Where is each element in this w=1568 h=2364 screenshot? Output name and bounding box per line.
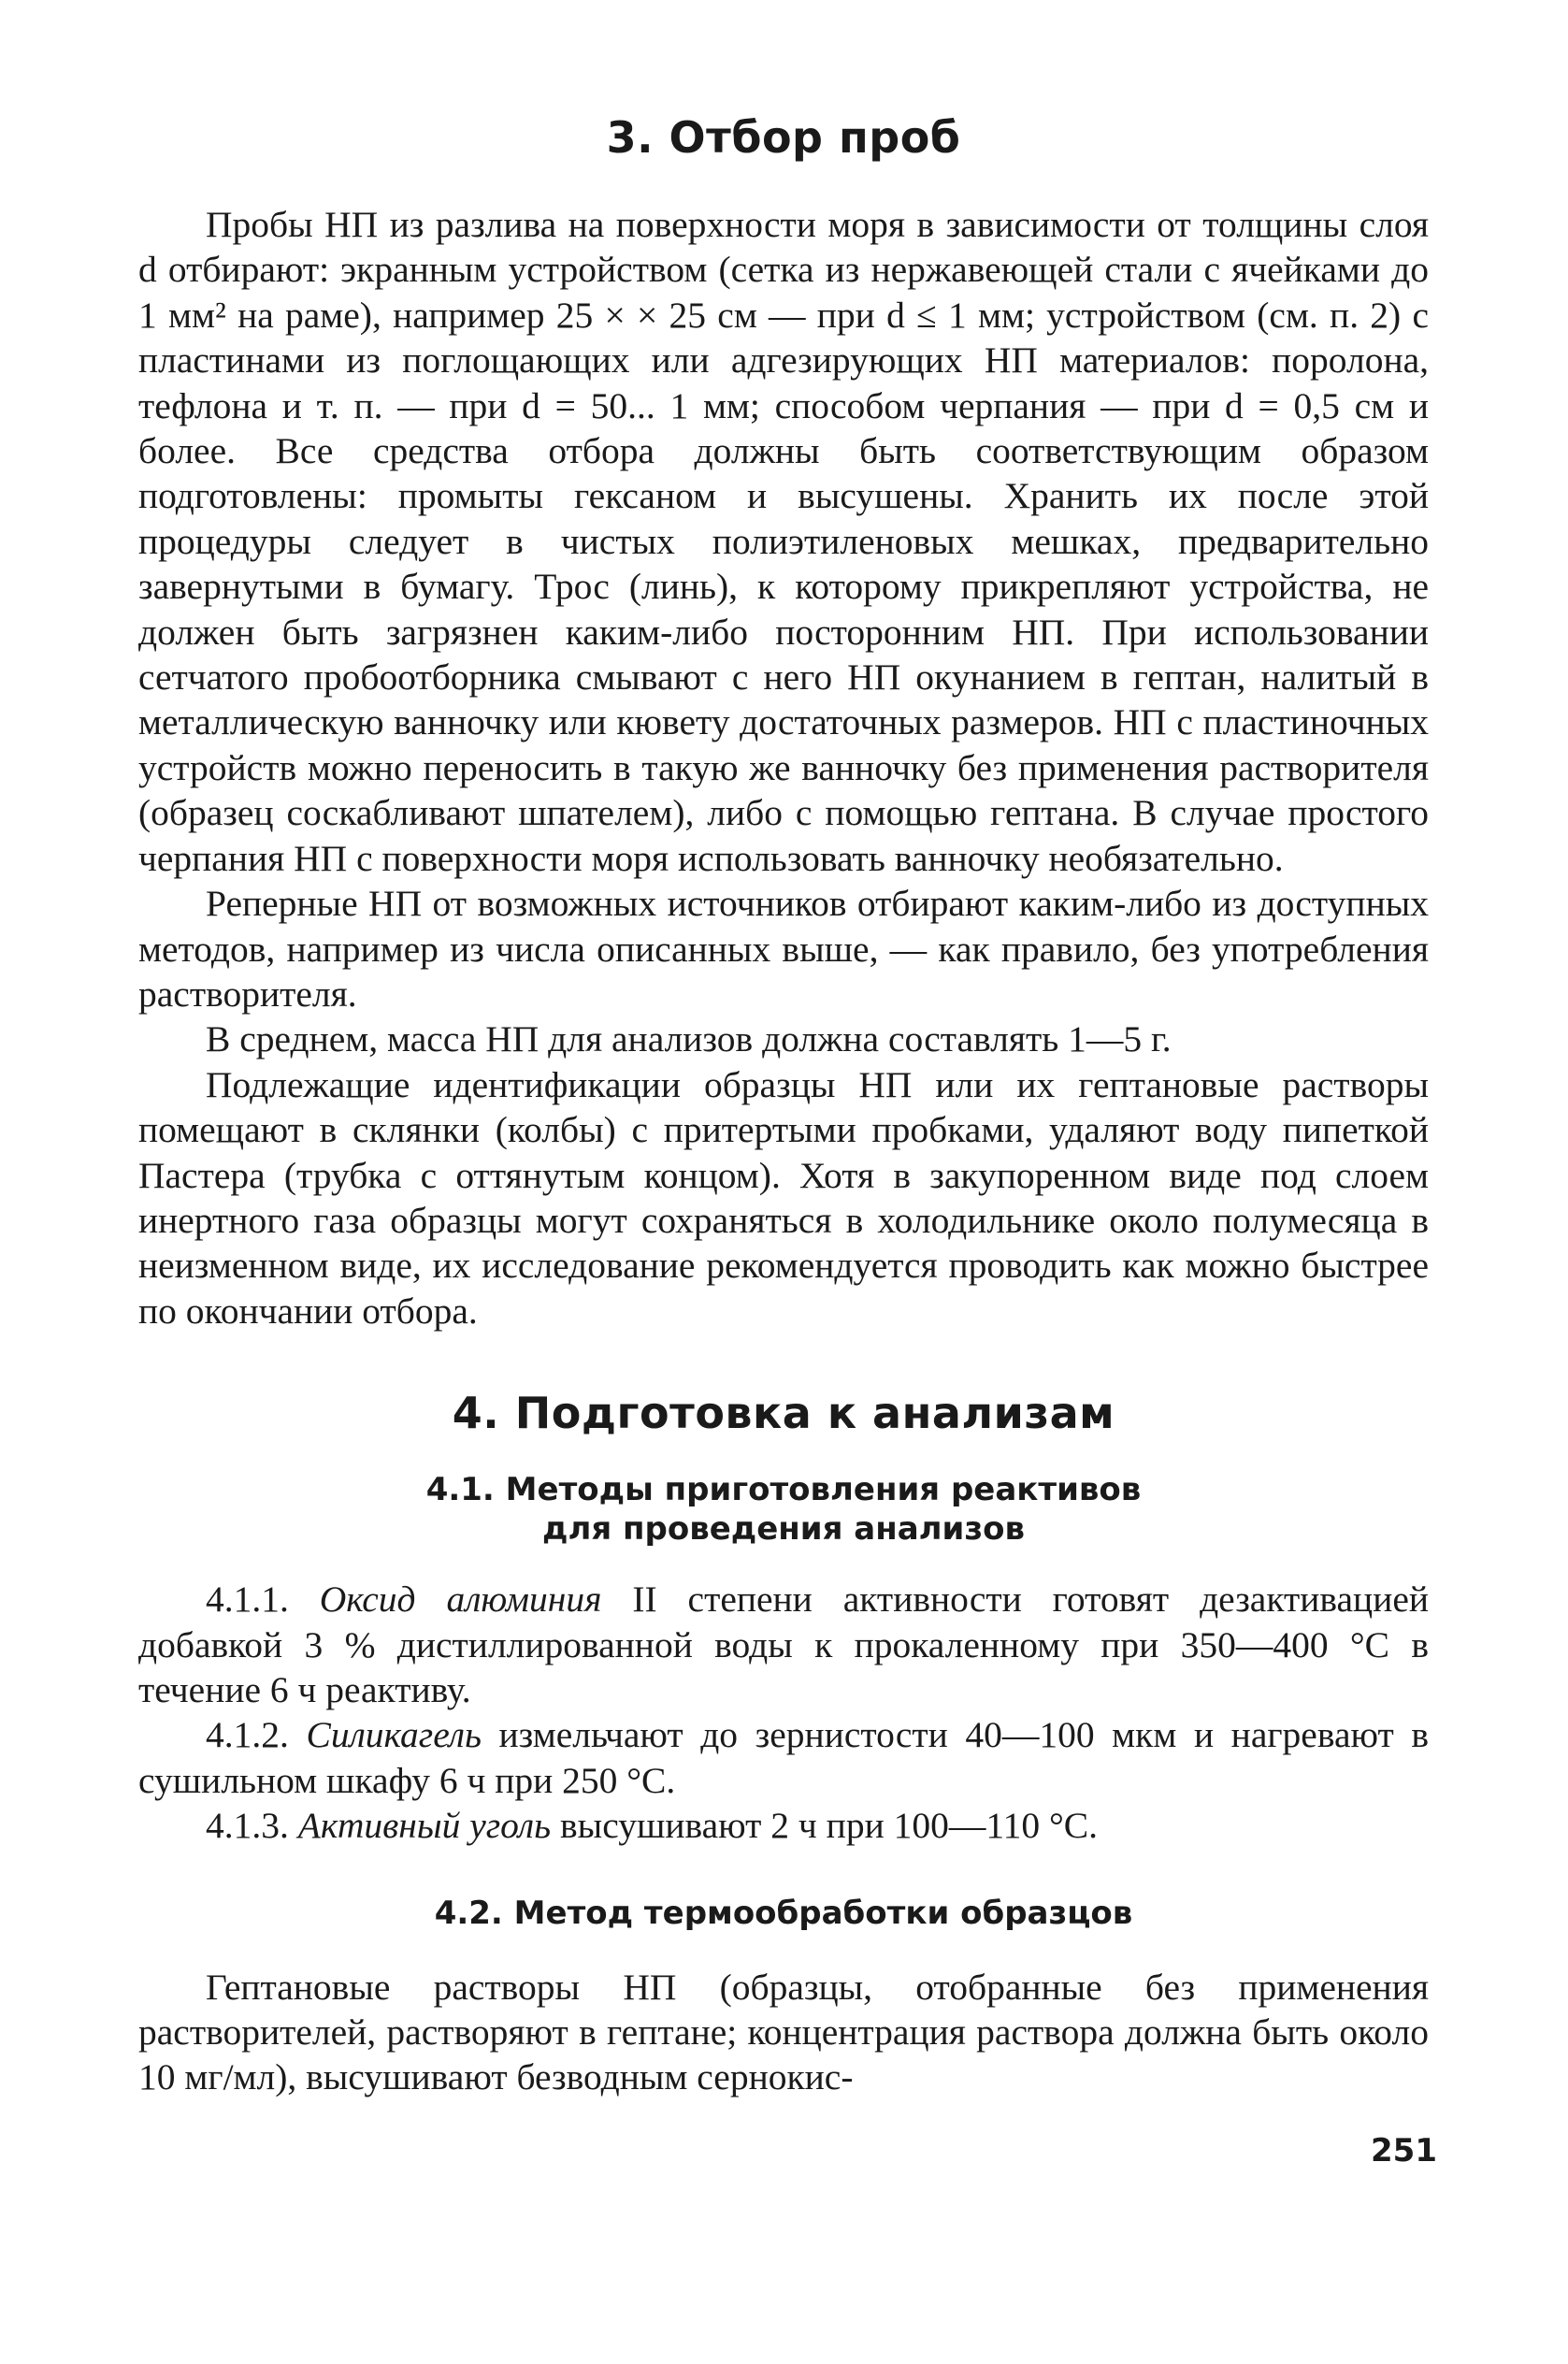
item-4-1-2-text: измельчают до зернистости 40—100 мкм и нагревают в сушильном шкафу 6 ч при 250 °С. — [138, 1714, 1429, 1801]
section-4-heading: 4. Подготовка к анализам — [452, 1388, 1115, 1439]
item-4-1-1-text: II степени активности готовят дезактивацией добавкой 3 % дистиллированной воды к прокаленному при 350—400 °С в течение 6 ч реактиву. — [138, 1578, 1430, 1710]
item-4-1-2 — [138, 1712, 1429, 1803]
item-4-1-1-number: 4.1.1. — [206, 1578, 289, 1621]
subsection-4-2-paragraph: Гептановые растворы НП (образцы, отобранные без применения растворителей, растворяют в гептане; концентрация раствора должна быть около 10 мг/мл), высушивают безводным сернокис- — [138, 1966, 1429, 2098]
page-number: 251 — [1371, 2132, 1437, 2169]
section-3-paragraph-1: Пробы НП из разлива на поверхности моря в зависимости от толщины слоя d отбирают: экранным устройством (сетка из нержавеющей стали с ячейками до 1 мм² на раме), например 25 × × 25 см — при d ≤ 1 мм; устройством (см. п. 2) с пластинами из поглощающих или адгезирующих НП материалов: поролона, тефлона и т. п. — при d = 50... 1 мм; способом черпания — при d = 0,5 см и более. Все средства отбора должны быть соответствующим образом подготовлены: промыты гексаном и высушены. Хранить их после этой процедуры следует в чистых полиэтиленовых мешках, предварительно завернутыми в бумагу. Трос (линь), к которому прикрепляют устройства, не должен быть загрязнен каким-либо посторонним НП. При использовании сетчатого пробоотборника смывают с него НП окунанием в гептан, налитый в металлическую ванночку или кювету достаточных размеров. НП с пластиночных устройств можно переносить в такую же ванночку без применения растворителя (образец соскабливают шпателем), либо с помощью гептана. В случае простого черпания НП с поверхности моря использовать ванночку необязательно. — [138, 204, 1429, 879]
section-3-paragraph-4: Подлежащие идентификации образцы НП или их гептановые растворы помещают в склянки (колбы) с притертыми пробками, удаляют воду пипеткой Пастера (трубка с оттянутым концом). Хотя в закупоренном виде под слоем инертного газа образцы могут сохраняться в холодильнике около полумесяца в неизменном виде, их исследование рекомендуется проводить как можно быстрее по окончании отбора. — [138, 1063, 1429, 1332]
subsection-4-1-heading-line-1: 4.1. Методы приготовления реактивов — [425, 1471, 1142, 1509]
section-3-heading: 3. Отбор проб — [606, 112, 961, 163]
subsection-4-2-heading: 4.2. Метод термообработки образцов — [434, 1894, 1133, 1932]
item-4-1-3-term: Активный уголь — [297, 1805, 552, 1847]
item-4-1-2-term: Силикагель — [306, 1714, 482, 1756]
item-4-1-1 — [138, 1577, 1429, 1712]
item-4-1-3-text: высушивают 2 ч при 100—110 °С. — [560, 1805, 1099, 1847]
section-3-paragraph-2: Реперные НП от возможных источников отбирают каким-либо из доступных методов, например из числа описанных выше, — как правило, без употребления растворителя. — [138, 883, 1429, 1015]
section-3-paragraph-3: В среднем, масса НП для анализов должна составлять 1—5 г. — [206, 1018, 1172, 1060]
item-4-1-3 — [138, 1803, 1429, 1848]
item-4-1-2-number: 4.1.2. — [206, 1714, 289, 1756]
item-4-1-3-number: 4.1.3. — [206, 1805, 289, 1847]
item-4-1-1-term: Оксид алюминия — [319, 1578, 602, 1621]
section-3-body — [138, 202, 1429, 1333]
subsection-4-1-heading-line-2: для проведения анализов — [541, 1510, 1026, 1549]
subsection-4-1-body — [138, 1577, 1429, 1848]
book-page — [138, 112, 1429, 2100]
subsection-4-1-heading — [138, 1470, 1429, 1549]
